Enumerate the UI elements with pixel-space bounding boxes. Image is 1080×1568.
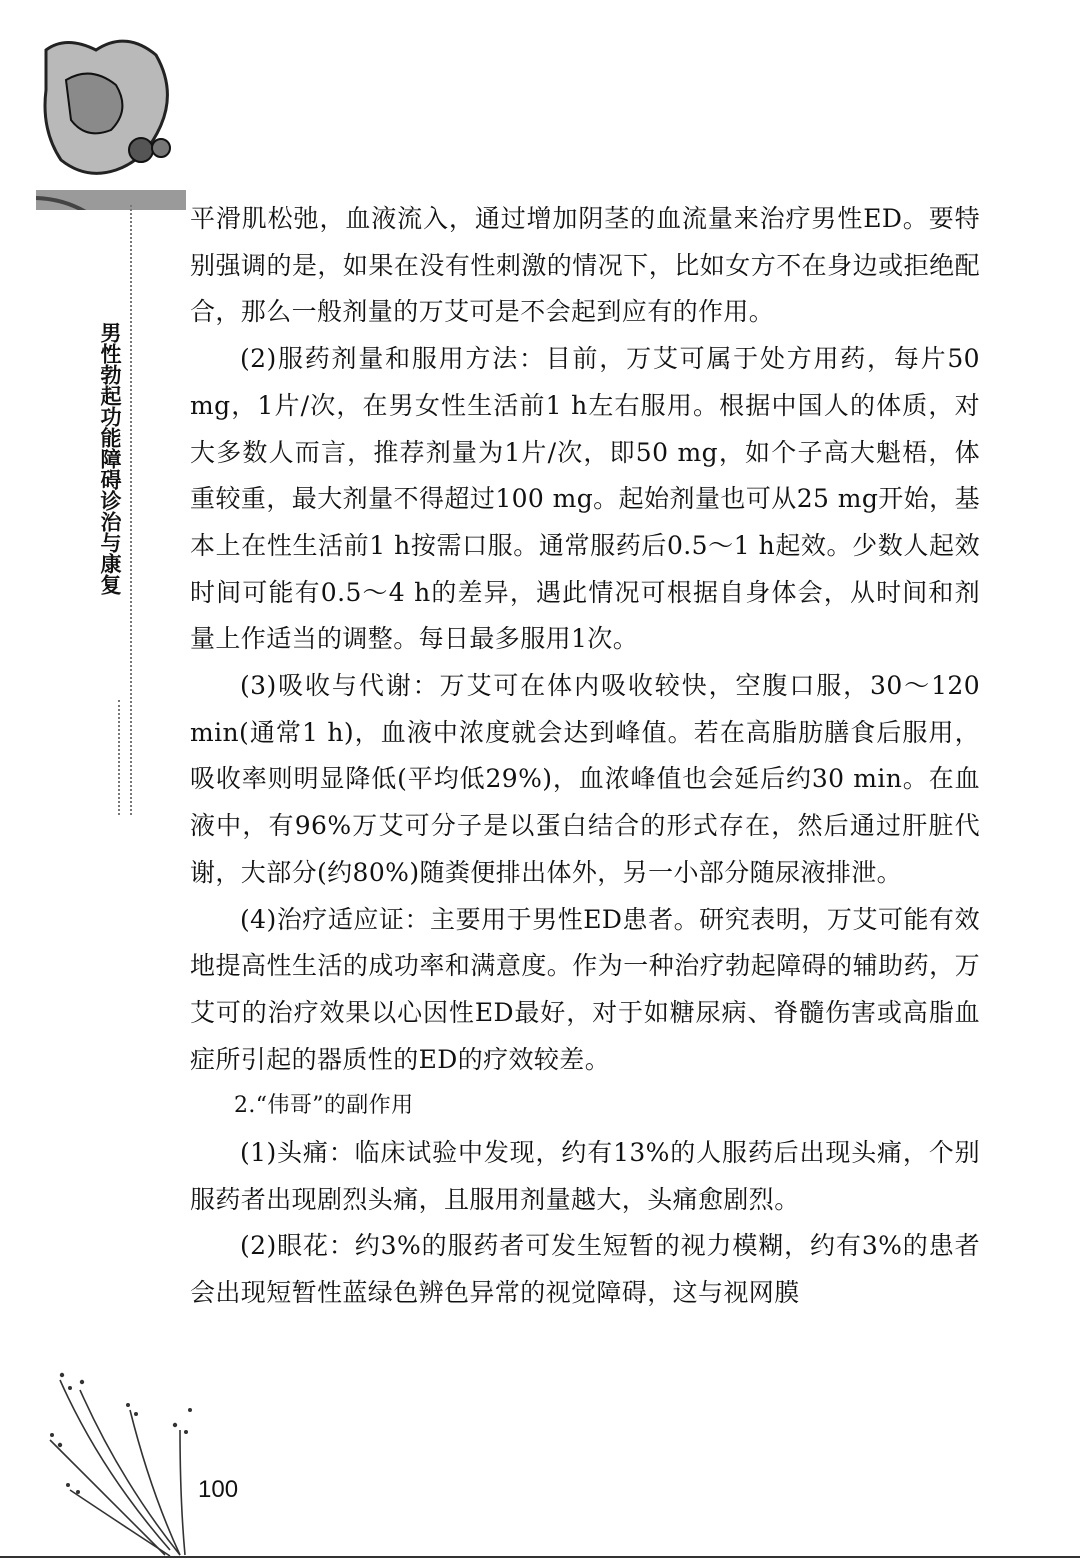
margin-dotted-rule-short	[118, 700, 120, 815]
body-text	[190, 196, 980, 1317]
section-heading: 2.“伟哥”的副作用	[234, 1093, 414, 1119]
paragraph: (3)吸收与代谢：万艾可在体内吸收较快，空腹口服，30～120 min(通常1 h)，血液中浓度就会达到峰值。若在高脂肪膳食后服用，吸收率则明显降低(平均低29%)，血浓峰值也会延后约30 min。在血液中，有96%万艾可分子是以蛋白结合的形式存在，然后通过肝脏代谢，大部分(约80%)随粪便排出体外，另一小部分随尿液排泄。	[190, 671, 980, 887]
margin-dotted-rule	[130, 205, 132, 815]
strongman-illustration	[36, 30, 186, 210]
grass-decoration-icon	[40, 1350, 220, 1560]
paragraph: (1)头痛：临床试验中发现，约有13%的人服药后出现头痛，个别服药者出现剧烈头痛，且服用剂量越大，头痛愈剧烈。	[190, 1138, 980, 1214]
page-number: 100	[198, 1476, 239, 1503]
bottom-rule	[0, 1556, 1080, 1558]
paragraph: (2)服药剂量和服用方法：目前，万艾可属于处方用药，每片50 mg，1片/次，在男女性生活前1 h左右服用。根据中国人的体质，对大多数人而言，推荐剂量为1片/次，即50 mg，如个子高大魁梧，体重较重，最大剂量不得超过100 mg。起始剂量也可从25 mg开始，基本上在性生活前1 h按需口服。通常服药后0.5～1 h起效。少数人起效时间可能有0.5～4 h的差异，遇此情况可根据自身体会，从时间和剂量上作适当的调整。每日最多服用1次。	[190, 344, 980, 654]
paragraph: (4)治疗适应证：主要用于男性ED患者。研究表明，万艾可能有效地提高性生活的成功率和满意度。作为一种治疗勃起障碍的辅助药，万艾可的治疗效果以心因性ED最好，对于如糖尿病、脊髓伤害或高脂血症所引起的器质性的ED的疗效较差。	[190, 904, 980, 1074]
paragraph: (2)眼花：约3%的服药者可发生短暂的视力模糊，约有3%的患者会出现短暂性蓝绿色辨色异常的视觉障碍，这与视网膜	[190, 1231, 980, 1308]
paragraph: 平滑肌松弛，血液流入，通过增加阴茎的血流量来治疗男性ED。要特别强调的是，如果在没有性刺激的情况下，比如女方不在身边或拒绝配合，那么一般剂量的万艾可是不会起到应有的作用。	[190, 204, 980, 327]
side-book-title: 男性勃起功能障碍诊治与康复	[98, 322, 122, 595]
